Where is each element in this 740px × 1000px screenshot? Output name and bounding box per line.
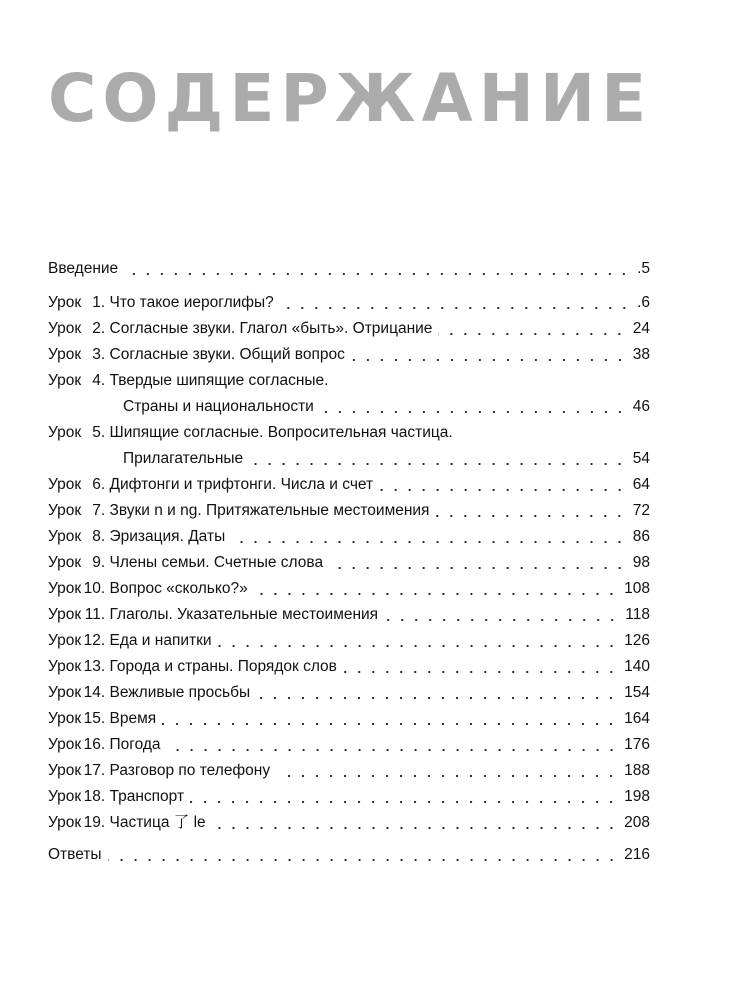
toc-entry-lesson[interactable]: [48, 316, 650, 342]
dot-leader: [231, 541, 627, 543]
lesson-title: Вопрос «сколько?»: [109, 580, 248, 597]
toc-entry-lesson[interactable]: [48, 654, 650, 680]
lesson-title: Погода: [109, 736, 161, 753]
lesson-title: Эризация. Даты: [109, 528, 226, 545]
toc-entry-lesson[interactable]: [48, 524, 650, 550]
lesson-word: Урок: [48, 684, 82, 701]
lesson-word: Урок: [48, 658, 82, 675]
dot-leader: [329, 567, 627, 569]
toc-entry-label: Введение: [48, 260, 119, 277]
toc-page-number: .6: [637, 294, 650, 311]
toc-entry-lesson[interactable]: [48, 732, 650, 758]
lesson-number: 1.: [92, 294, 106, 311]
dot-leader: [438, 333, 626, 335]
lesson-word: Урок: [48, 476, 82, 493]
lesson-title: Согласные звуки. Общий вопрос: [109, 346, 345, 363]
lesson-title: Прилагательные: [123, 450, 244, 467]
lesson-number: 18.: [83, 788, 106, 805]
lesson-number: 11.: [84, 606, 106, 623]
dot-leader: [379, 489, 627, 491]
toc-entry-lesson[interactable]: [48, 472, 650, 498]
lesson-prefix: [48, 784, 110, 810]
toc-page-number: 216: [624, 846, 650, 863]
lesson-number: 13.: [83, 658, 106, 675]
toc-page-number: .5: [637, 260, 650, 277]
dot-leader: [190, 801, 618, 803]
toc-page-number: 24: [632, 320, 650, 337]
lesson-word: Урок: [48, 710, 82, 727]
toc-entry-lesson[interactable]: [48, 420, 650, 472]
lesson-title: Твердые шипящие согласные.: [109, 372, 329, 389]
toc-page-number: 188: [624, 762, 650, 779]
lesson-prefix: [48, 550, 110, 576]
dot-leader: [276, 775, 618, 777]
lesson-title: Глаголы. Указательные местоимения: [109, 606, 379, 623]
lesson-title: Города и страны. Порядок слов: [109, 658, 337, 675]
lesson-number: 6.: [92, 476, 106, 493]
lesson-prefix: [48, 654, 110, 680]
toc-page-number: 140: [624, 658, 650, 675]
lesson-title: Что такое иероглифы?: [109, 294, 274, 311]
lesson-title: Звуки n и ng. Притяжательные местоимения: [109, 502, 430, 519]
lesson-word: Урок: [48, 372, 82, 389]
toc-page-number: 118: [625, 606, 650, 623]
lesson-prefix: [48, 628, 110, 654]
lesson-number: 3.: [92, 346, 106, 363]
lesson-list: [48, 290, 650, 836]
lesson-word: Урок: [48, 528, 82, 545]
toc-entry-intro[interactable]: [48, 256, 650, 282]
lesson-number: 16.: [83, 736, 106, 753]
lesson-word: Урок: [48, 580, 82, 597]
lesson-title: Шипящие согласные. Вопросительная частица.: [109, 424, 453, 441]
lesson-title: Еда и напитки: [109, 632, 212, 649]
lesson-prefix: [48, 290, 110, 316]
dot-leader: [124, 273, 631, 275]
lesson-word: Урок: [48, 554, 82, 571]
dot-leader: [384, 619, 619, 621]
dot-leader: [343, 671, 618, 673]
lesson-word: Урок: [48, 736, 82, 753]
toc-entry-lesson[interactable]: [48, 498, 650, 524]
dot-leader: [280, 307, 631, 309]
dot-leader: [435, 515, 626, 517]
lesson-word: Урок: [48, 502, 82, 519]
lesson-word: Урок: [48, 788, 82, 805]
lesson-prefix: [48, 706, 110, 732]
lesson-word: Урок: [48, 294, 82, 311]
lesson-number: 4.: [92, 372, 106, 389]
toc-entry-lesson[interactable]: [48, 628, 650, 654]
lesson-number: 5.: [92, 424, 106, 441]
lesson-word: Урок: [48, 632, 82, 649]
lesson-word: Урок: [48, 762, 82, 779]
lesson-number: 9.: [92, 554, 106, 571]
dot-leader: [256, 697, 618, 699]
lesson-word: Урок: [48, 814, 82, 831]
toc-page-number: 164: [624, 710, 650, 727]
lesson-title: Время: [109, 710, 157, 727]
toc-entry-lesson[interactable]: [48, 680, 650, 706]
toc-page-number: 176: [624, 736, 650, 753]
table-of-contents: [48, 256, 650, 868]
lesson-title: Разговор по телефону: [109, 762, 271, 779]
dot-leader: [320, 411, 627, 413]
lesson-title: Страны и национальности: [123, 398, 314, 415]
toc-entry-lesson[interactable]: [48, 576, 650, 602]
dot-leader: [351, 359, 627, 361]
lesson-word: Урок: [48, 606, 82, 623]
lesson-number: 10.: [83, 580, 106, 597]
lesson-prefix: [48, 472, 110, 498]
lesson-number: 12.: [83, 632, 106, 649]
lesson-prefix: [48, 316, 110, 342]
lesson-title: Дифтонги и трифтонги. Числа и счет: [109, 476, 374, 493]
toc-entry-lesson[interactable]: [48, 810, 650, 836]
dot-leader: [167, 749, 619, 751]
toc-page-number: 108: [624, 580, 650, 597]
toc-entry-lesson[interactable]: [48, 602, 650, 628]
toc-page-number: 54: [632, 450, 650, 467]
lesson-title: Члены семьи. Счетные слова: [109, 554, 324, 571]
lesson-prefix: [48, 576, 110, 602]
lesson-prefix: [48, 342, 110, 368]
lesson-number: 14.: [83, 684, 106, 701]
toc-page-number: 46: [632, 398, 650, 415]
lesson-prefix: [48, 368, 110, 394]
dot-leader: [218, 645, 619, 647]
toc-entry-answers[interactable]: [48, 842, 650, 868]
lesson-prefix: [48, 498, 110, 524]
toc-page-number: 98: [632, 554, 650, 571]
toc-page-number: 86: [632, 528, 650, 545]
toc-page-number: 38: [632, 346, 650, 363]
lesson-prefix: [48, 758, 110, 784]
lesson-title: Частица 了 le: [109, 814, 206, 831]
lesson-prefix: [48, 810, 110, 836]
lesson-number: 8.: [92, 528, 106, 545]
toc-entry-lesson[interactable]: [48, 342, 650, 368]
toc-page-number: 208: [624, 814, 650, 831]
lesson-number: 7.: [92, 502, 106, 519]
toc-entry-lesson[interactable]: [48, 290, 650, 316]
toc-entry-lesson[interactable]: [48, 758, 650, 784]
lesson-prefix: [48, 524, 110, 550]
toc-page-number: 72: [632, 502, 650, 519]
toc-entry-lesson[interactable]: [48, 550, 650, 576]
lesson-prefix: [48, 420, 110, 446]
toc-page-number: 126: [624, 632, 650, 649]
toc-entry-lesson[interactable]: [48, 784, 650, 810]
toc-page-number: 154: [624, 684, 650, 701]
lesson-title: Согласные звуки. Глагол «быть». Отрицание: [109, 320, 433, 337]
dot-leader: [108, 859, 619, 861]
lesson-number: 17.: [83, 762, 106, 779]
lesson-title: Транспорт: [109, 788, 185, 805]
dot-leader: [212, 827, 618, 829]
lesson-number: 19.: [83, 814, 106, 831]
toc-entry-lesson[interactable]: [48, 368, 650, 420]
toc-page-number: 64: [632, 476, 650, 493]
lesson-prefix: [48, 732, 110, 758]
page-title: СОДЕРЖАНИЕ: [48, 60, 653, 137]
dot-leader: [254, 593, 618, 595]
dot-leader: [249, 463, 627, 465]
toc-entry-lesson[interactable]: [48, 706, 650, 732]
lesson-word: Урок: [48, 424, 82, 441]
lesson-number: 2.: [92, 320, 106, 337]
lesson-number: 15.: [83, 710, 106, 727]
toc-page-number: 198: [624, 788, 650, 805]
lesson-title: Вежливые просьбы: [109, 684, 251, 701]
lesson-word: Урок: [48, 346, 82, 363]
toc-entry-label: Ответы: [48, 846, 102, 863]
lesson-prefix: [48, 680, 110, 706]
lesson-prefix: [48, 602, 110, 628]
lesson-word: Урок: [48, 320, 82, 337]
dot-leader: [162, 723, 618, 725]
